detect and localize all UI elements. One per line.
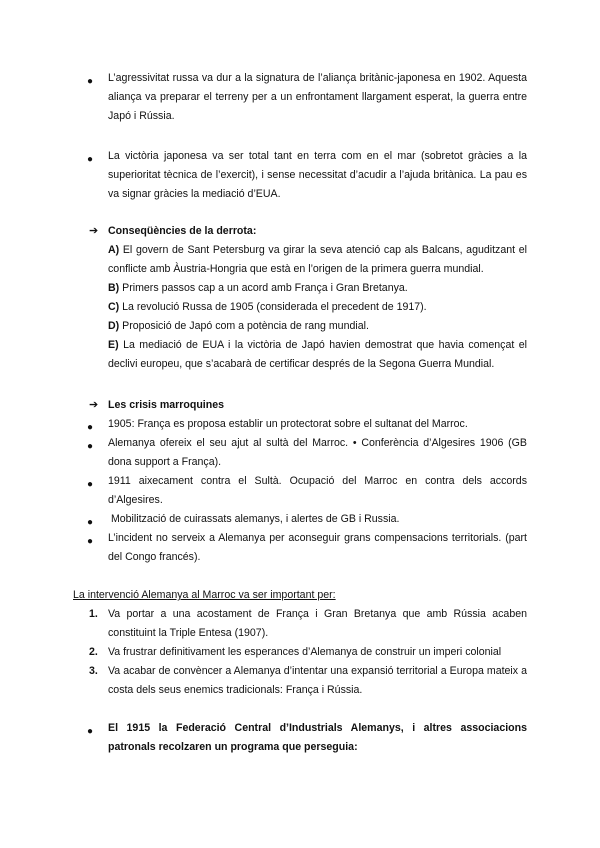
marroc-item: L’incident no serveix a Alemanya per aconseguir grans compensacions territorials. (part del Congo francés). [108,532,527,563]
intervencio-item: Va frustrar definitivament les esperances d’Alemanya de construir un imperi colonial [108,646,502,658]
bullet-marker: ● [87,517,94,528]
list-number: 1. [89,608,98,620]
paragraph-alianca: L’agressivitat russa va dur a la signatura de l’aliança britànic-japonesa en 1902. Aquesta aliança va preparar el terreny per a un enfrontament llargament esperat, la guerra entre Japó i Rússia. [108,72,527,122]
marroc-item: 1911 aixecament contra el Sultà. Ocupació del Marroc en contra dels accords d’Algesires. [108,475,527,506]
consequence-item: A) El govern de Sant Petersburg va girar la seva atenció cap als Balcans, aguditzant el conflicte amb Àustria-Hongria que està en l’origen de la primera guerra mundial. [108,244,527,275]
consequence-item: E) La mediació de EUA i la victòria de Japó havien demostrat que havia començat el declivi europeu, que s’acabarà de certificar després de la Segona Guerra Mundial. [108,339,527,370]
intervencio-title: La intervenció Alemanya al Marroc va ser important per: [73,589,336,601]
bullet-marker: ● [87,76,94,87]
bullet-marker: ● [87,422,94,433]
marroc-item: Mobilització de cuirassats alemanys, i alertes de GB i Russia. [108,513,400,525]
arrow-icon: ➔ [89,225,99,237]
bullet-marker: ● [87,441,94,452]
bullet-marker: ● [87,726,94,737]
bullet-marker: ● [87,536,94,547]
bullet-marker: ● [87,479,94,490]
paragraph-victoria: La victòria japonesa va ser total tant en terra com en el mar (sobretot gràcies a la superioritat tècnica de l’exercit), i sense necessitat d’acudir a l’ajuda britànica. La pau es va signar gràcies la mediació d’EUA. [108,150,527,200]
consequence-item: B) Primers passos cap a un acord amb França i Gran Bretanya. [108,282,408,294]
heading-crisis-marroquines: Les crisis marroquines [108,399,224,411]
arrow-icon: ➔ [89,399,99,411]
marroc-item: 1905: França es proposa establir un protectorat sobre el sultanat del Marroc. [108,418,468,430]
list-number: 3. [89,665,98,677]
list-number: 2. [89,646,98,658]
consequence-item: D) Proposició de Japó com a potència de rang mundial. [108,320,369,332]
intervencio-item: Va acabar de convèncer a Alemanya d’intentar una expansió territorial a Europa mateix a costa dels seus enemics tradicionals: França i Rússia. [108,665,527,696]
consequencies-list [108,241,527,374]
consequence-item: C) La revolució Russa de 1905 (considerada el precedent de 1917). [108,301,427,313]
heading-consequencies: Conseqüències de la derrota: [108,225,257,237]
bullet-marker: ● [87,154,94,165]
intervencio-item: Va portar a una acostament de França i Gran Bretanya que amb Rússia acaben constituint la Triple Entesa (1907). [108,608,527,639]
marroc-item: Alemanya ofereix el seu ajut al sultà del Marroc. • Conferència d’Algesires 1906 (GB dona support a França). [108,437,527,468]
paragraph-federacio: El 1915 la Federació Central d’Industrials Alemanys, i altres associacions patronals recolzaren un programa que perseguia: [108,722,527,753]
